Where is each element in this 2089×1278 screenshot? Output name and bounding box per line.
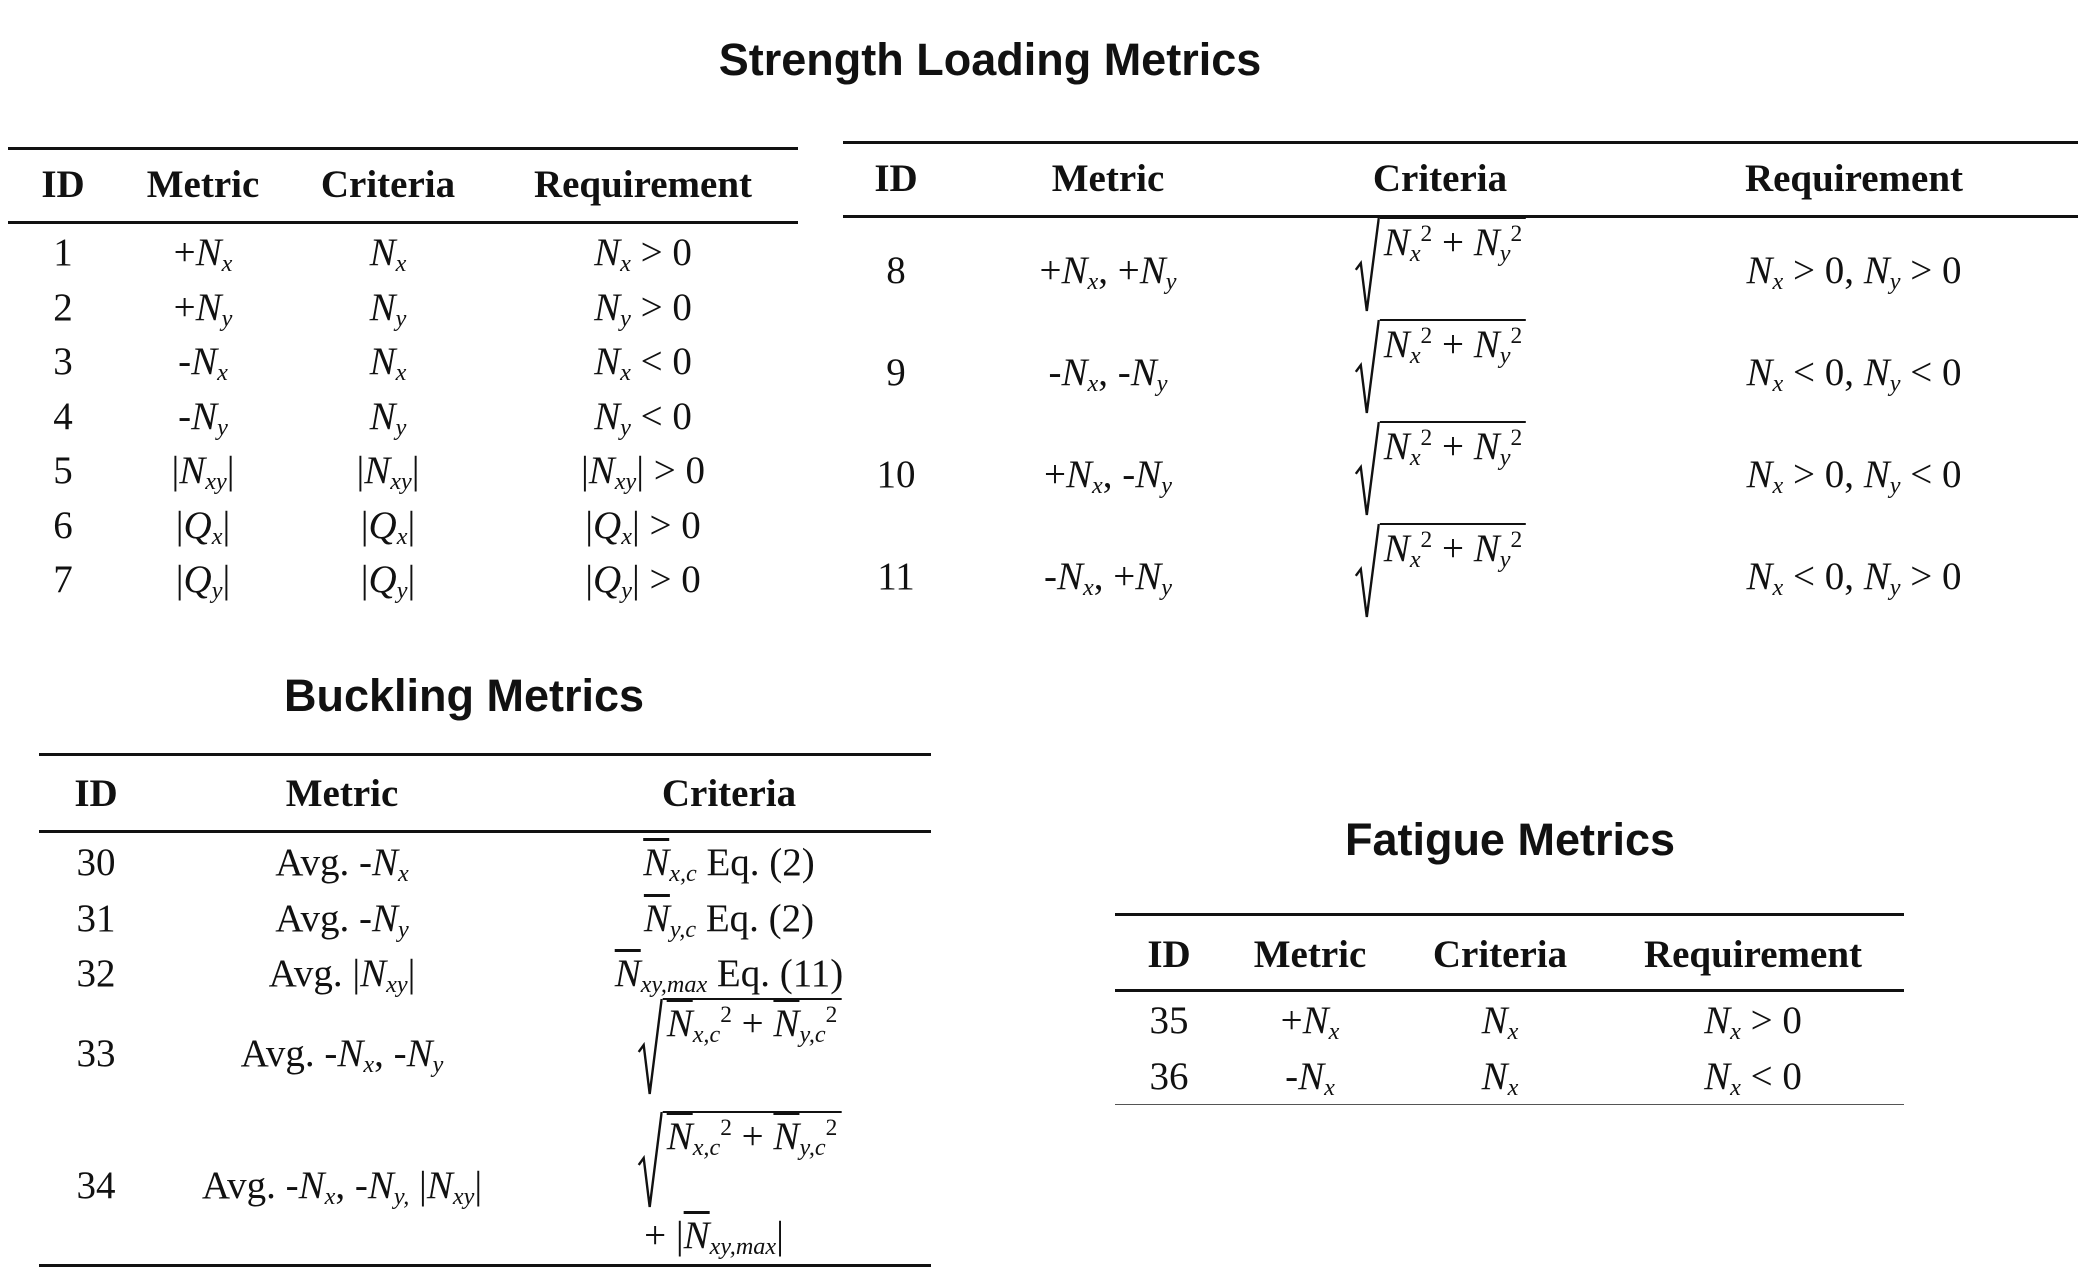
cell-metric: Avg. $|N_{xy}|$ [268,952,416,999]
cell-criteria: $N_x^2 + N_y^2$ [1354,523,1526,619]
cell-criteria: $\overline{N}_{x,c}$ Eq. (2) [643,841,815,888]
header-requirement: Requirement [533,163,753,206]
cell-metric: $-N_x$, $-N_y$ [1048,351,1168,398]
cell-requirement: $N_x > 0$, $N_y > 0$ [1746,249,1962,296]
cell-criteria: $N_x$ [369,340,407,387]
top-rule [843,141,2078,144]
header-id: ID [1147,933,1191,976]
header-rule [8,221,798,224]
strength-table-left [8,147,798,617]
cell-metric: Avg. $-N_x$, $-N_{y,}$ $|N_{xy}|$ [201,1164,483,1211]
cell-requirement: $|N_{xy}| > 0$ [580,449,706,496]
cell-id: 34 [76,1164,116,1207]
cell-criteria: $N_y$ [369,285,407,332]
header-rule [39,830,931,833]
cell-criteria: $|N_{xy}|$ [356,449,420,496]
cell-id: 31 [76,897,116,940]
cell-criteria: $N_x$ [1481,999,1519,1046]
header-id: ID [74,772,118,815]
cell-metric: Avg. $-N_x$, $-N_y$ [240,1032,444,1079]
cell-requirement: $N_x > 0$, $N_y < 0$ [1746,453,1962,500]
cell-criteria: $N_x^2 + N_y^2$ [1354,319,1526,415]
header-id: ID [874,157,918,200]
cell-metric: $+N_y$ [173,285,233,332]
cell-id: 33 [76,1032,116,1075]
cell-metric: $+N_x$, $+N_y$ [1039,249,1177,296]
cell-criteria: $\overline{N}_{y,c}$ Eq. (2) [643,897,815,944]
cell-id: 10 [876,453,916,496]
cell-id: 5 [53,449,73,492]
cell-requirement: $|Q_x| > 0$ [585,503,701,550]
cell-requirement: $N_x < 0$ [1704,1055,1802,1102]
top-rule [39,753,931,756]
cell-id: 9 [886,351,906,394]
cell-id: 30 [76,841,116,884]
strength-title: Strength Loading Metrics [718,34,1262,85]
header-criteria: Criteria [661,772,797,815]
cell-metric: $+N_x$ [1280,999,1340,1046]
cell-criteria: $\overline{N}_{x,c}^2 + \overline{N}_{y,c}^2$ [637,998,842,1096]
header-criteria: Criteria [1432,933,1568,976]
cell-metric: $-N_y$ [178,394,228,441]
cell-metric: $-N_x$, $+N_y$ [1044,555,1172,602]
top-rule [1115,913,1904,916]
cell-requirement: $N_x > 0$ [594,231,692,278]
cell-id: 8 [886,249,906,292]
cell-metric: $|Q_x|$ [175,503,231,550]
cell-requirement: $N_x < 0$ [594,340,692,387]
cell-criteria: $\overline{N}_{x,c}^2 + \overline{N}_{y,c}^2$ [637,1111,842,1209]
header-criteria: Criteria [1372,157,1508,200]
cell-id: 3 [53,340,73,383]
cell-id: 2 [53,285,73,329]
header-metric: Metric [1253,933,1367,976]
header-metric: Metric [146,163,260,206]
header-metric: Metric [285,772,399,815]
cell-criteria: $N_x^2 + N_y^2$ [1354,421,1526,517]
bottom-rule [39,1264,931,1267]
cell-criteria: $|Q_x|$ [360,503,416,550]
cell-id: 4 [53,394,73,438]
cell-criteria: $N_x^2 + N_y^2$ [1354,217,1526,313]
cell-requirement: $N_y < 0$ [594,394,692,441]
cell-requirement: $N_x > 0$ [1704,999,1802,1046]
header-id: ID [41,163,85,206]
cell-id: 36 [1149,1055,1189,1098]
header-requirement: Requirement [1643,933,1863,976]
cell-metric: $-N_x$ [1285,1055,1335,1102]
cell-requirement: $N_y > 0$ [594,285,692,332]
fatigue-title: Fatigue Metrics [1344,814,1676,865]
cell-requirement: $|Q_y| > 0$ [585,558,701,605]
bottom-rule [1115,1104,1904,1105]
cell-id: 1 [53,231,73,274]
header-metric: Metric [1051,157,1165,200]
cell-metric: Avg. $-N_y$ [275,897,409,944]
cell-metric: $|N_{xy}|$ [171,449,235,496]
strength-table-right [843,141,2078,641]
cell-id: 11 [877,555,915,598]
cell-metric: $+N_x$ [173,231,233,278]
header-rule [1115,989,1904,992]
header-requirement: Requirement [1744,157,1964,200]
cell-criteria: $N_x$ [369,231,407,278]
cell-criteria: $N_y$ [369,394,407,441]
cell-metric: Avg. $-N_x$ [275,841,409,888]
cell-id: 7 [53,558,73,601]
header-criteria: Criteria [320,163,456,206]
fatigue-table [1115,913,1904,1113]
buckling-table [39,753,931,1273]
cell-criteria-extra: + $|\overline{N}_{xy,max}|$ [644,1214,784,1261]
cell-id: 6 [53,503,73,547]
cell-id: 32 [76,952,116,995]
cell-metric: $-N_x$ [178,340,228,387]
cell-id: 35 [1149,999,1189,1042]
cell-metric: $+N_x$, $-N_y$ [1044,453,1172,500]
cell-requirement: $N_x < 0$, $N_y < 0$ [1746,351,1962,398]
cell-criteria: $|Q_y|$ [360,558,416,605]
cell-requirement: $N_x < 0$, $N_y > 0$ [1746,555,1962,602]
cell-metric: $|Q_y|$ [175,558,231,605]
cell-criteria: $N_x$ [1481,1055,1519,1102]
buckling-title: Buckling Metrics [283,670,645,721]
cell-criteria: $\overline{N}_{xy,max}$ Eq. (11) [614,952,844,999]
top-rule [8,147,798,150]
